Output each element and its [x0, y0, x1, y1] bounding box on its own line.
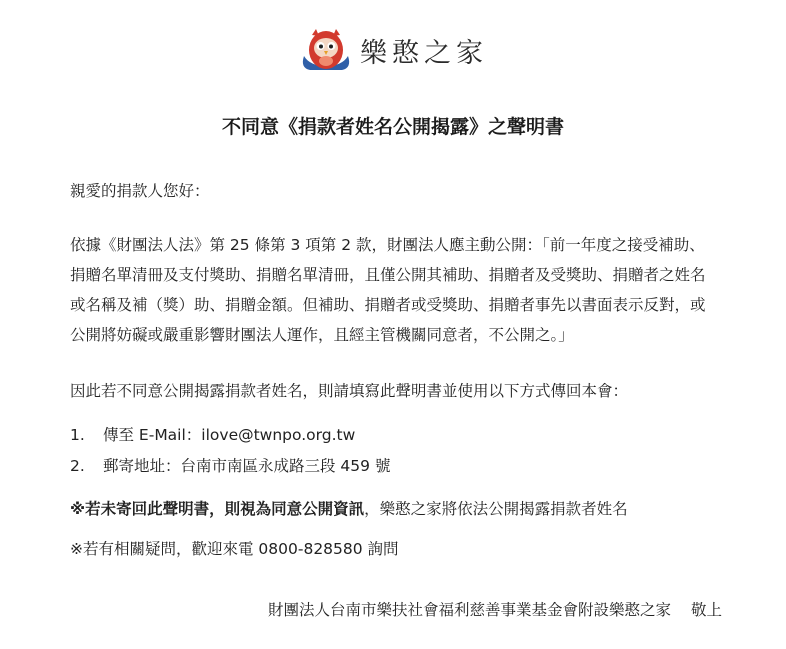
list-number: 2.	[70, 457, 85, 475]
owl-mascot-icon	[298, 26, 354, 74]
legal-paragraph	[70, 230, 730, 350]
document-body	[70, 176, 730, 564]
list-item	[70, 420, 730, 451]
instruction-text: 因此若不同意公開揭露捐款者姓名，則請填寫此聲明書並使用以下方式傳回本會：	[70, 382, 629, 400]
contact-list	[70, 420, 730, 482]
signature	[268, 598, 722, 620]
list-number: 1.	[70, 426, 85, 444]
mail-address: 郵寄地址：台南市南區永成路三段 459 號	[103, 457, 391, 475]
paragraph-line: 依據《財團法人法》第 25 條第 3 項第 2 款，財團法人應主動公開：「前一年度之接受補助、	[70, 236, 705, 254]
list-item	[70, 451, 730, 482]
signature-org: 財團法人台南市樂扶社會福利慈善事業基金會附設樂憨之家	[267, 601, 671, 619]
paragraph-line: 捐贈名單清冊及支付獎助、捐贈名單清冊，且僅公開其補助、捐贈者及受獎助、捐贈者之姓名	[70, 266, 706, 284]
email-contact: 傳至 E-Mail：ilove@twnpo.org.tw	[103, 426, 356, 444]
inquiry-note: ※若有相關疑問，歡迎來電 0800-828580 詢問	[70, 540, 399, 558]
notice-bold: ※若未寄回此聲明書，則視為同意公開資訊	[70, 500, 365, 518]
page-title: 不同意《捐款者姓名公開揭露》之聲明書	[221, 116, 564, 138]
paragraph-line: 或名稱及補（獎）助、捐贈金額。但補助、捐贈者或受獎助、捐贈者事先以書面表示反對，或	[70, 296, 706, 314]
signature-suffix: 敬上	[690, 601, 722, 619]
paragraph-line: 公開將妨礙或嚴重影響財團法人運作，且經主管機關同意者，不公開之。」	[70, 326, 574, 344]
notice-rest: ，樂憨之家將依法公開揭露捐款者姓名	[364, 500, 628, 518]
greeting: 親愛的捐款人您好：	[70, 182, 210, 200]
logo-text: 樂憨之家	[360, 37, 488, 69]
notice	[70, 494, 730, 524]
header	[0, 26, 786, 74]
